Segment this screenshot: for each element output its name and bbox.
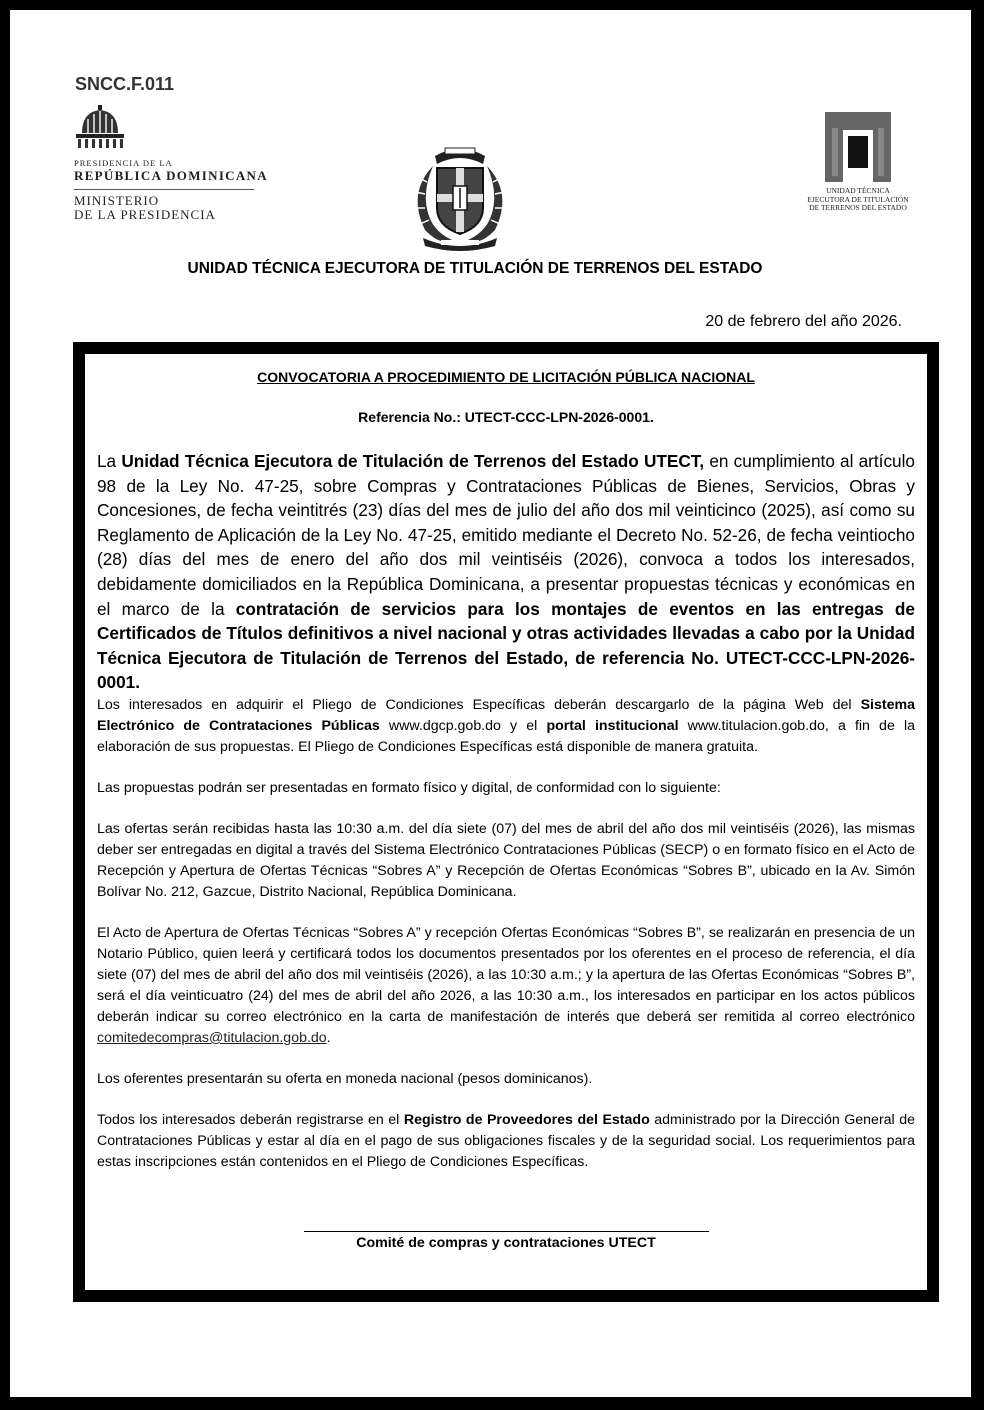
presidency-line2: REPÚBLICA DOMINICANA [74,168,268,183]
registry-paragraph [97,1110,915,1173]
pliego-text-1: Los interesados en adquirir el Pliego de Condiciones Específicas deberán descargarlo de la página Web del [97,696,861,713]
palace-dome-icon [74,105,126,149]
notice-title: CONVOCATORIA A PROCEDIMIENTO DE LICITACIÓN PÚBLICA NACIONAL [257,369,755,385]
intro-paragraph [97,449,915,695]
presidency-line1: PRESIDENCIA DE LA [74,158,173,168]
utect-line1: UNIDAD TÉCNICA [826,186,890,195]
intro-bold-1: Unidad Técnica Ejecutora de Titulación de Terrenos del Estado UTECT, [121,451,705,471]
ministry-line2: DE LA PRESIDENCIA [74,207,216,222]
document-page [10,10,971,1397]
pliego-bold-1: Sistema Electrónico de Contrataciones Públicas [97,696,915,734]
organization-title: UNIDAD TÉCNICA EJECUTORA DE TITULACIÓN DE TERRENOS DEL ESTADO [187,260,763,277]
pliego-text-3: www.titulacion.gob.do, a fin de la elaboración de sus propuestas. El Pliego de Condiciones Específicas está disponible de manera gratuita. [97,717,916,755]
intro-text-1: La [97,451,122,471]
pliego-bold-2: portal institucional [546,717,679,734]
opening-text-2: . [326,1029,331,1046]
registry-bold-1: Registro de Proveedores del Estado [403,1111,650,1128]
offers-paragraph: Las ofertas serán recibidas hasta las 10:30 a.m. del día siete (07) del mes de abril del año dos mil veintiséis (2026), las mismas deber ser entregadas en digital a través del Sistema Electrónico Contrataciones Públicas (SECP) o en formato físico en el Acto de Recepción y Apertura de Ofertas Técnicas “Sobres A” y Recepción de Ofertas Económicas “Sobres B”, ubicado en la Av. Simón Bolívar No. 212, Gazcue, Distrito Nacional, República Dominicana. [97,820,915,900]
divider [74,189,254,190]
opening-paragraph [97,923,915,1049]
opening-text-1: El Acto de Apertura de Ofertas Técnicas “Sobres A” y recepción Ofertas Económicas “Sobres B”, se realizarán en presencia de un Notario Público, quien leerá y certificará todos los documentos presentados por los oferentes en el proceso de referencia, el día siete (07) del mes de abril del año dos mil veintiséis (2026), a las 10:30 a.m.; y la apertura de las Ofertas Económicas “Sobres B”, será el día veinticuatro (24) del mes de abril del año 2026, a las 10:30 a.m., los interesados en participar en los actos públicos deberán indicar su correo electrónico en la carta de manifestación de interés que deberá ser remitida al correo electrónico [97,924,915,1025]
notice-body [97,354,915,1251]
utect-logo [788,110,928,213]
email-link[interactable]: comitedecompras@titulacion.gob.do [97,1029,327,1046]
registry-text-1: Todos los interesados deberán registrarse en el [97,1111,404,1128]
pliego-paragraph [97,695,915,758]
format-paragraph: Las propuestas podrán ser presentadas en formato físico y digital, de conformidad con lo siguiente: [97,779,721,796]
utect-line3: DE TERRENOS DEL ESTADO [809,203,907,212]
ministry-line1: MINISTERIO [74,193,160,208]
signature-block [97,1231,915,1251]
pliego-text-2: www.dgcp.gob.do y el [379,717,547,734]
form-code: SNCC.F.011 [75,74,175,94]
currency-paragraph: Los oferentes presentarán su oferta en moneda nacional (pesos dominicanos). [97,1070,593,1087]
intro-text-2: en cumplimiento al artículo 98 de la Ley No. 47-25, sobre Compras y Contrataciones Públicas de Bienes, Servicios, Obras y Concesiones, de fecha veintitrés (23) días del mes de julio del año dos mil veinticinco (2025), así como su Reglamento de Aplicación de la Ley No. 47-25, emitido mediante el Decreto No. 52-26, de fecha veintiocho (28) días del mes de enero del año dos mil veintiséis (2026), convoca a todos los interesados, debidamente domiciliados en la República Dominicana, a presentar propuestas técnicas y económicas en el marco de la [97,451,915,619]
utect-line2: EJECUTORA DE TITULACIÓN [807,194,909,204]
registry-text-2: administrado por la Dirección General de Contrataciones Públicas y estar al día en el pago de sus obligaciones fiscales y de la seguridad social. Los requerimientos para estas inscripciones están contenidos en el Pliego de Condiciones Específicas. [97,1111,916,1170]
presidency-logo [74,105,284,222]
reference-number: Referencia No.: UTECT-CCC-LPN-2026-0001. [358,409,654,425]
intro-bold-2: contratación de servicios para los montajes de eventos en las entregas de Certificados de Títulos definitivos a nivel nacional y otras actividades llevadas a cabo por la Unidad Técnica Ejecutora de Titulación de Terrenos del Estado, de referencia No. UTECT-CCC-LPN-2026-0001. [97,598,915,693]
coat-of-arms-icon [395,138,525,253]
signature-text: Comité de compras y contrataciones UTECT [356,1234,656,1251]
utect-emblem-icon [823,110,893,182]
document-date: 20 de febrero del año 2026. [705,313,902,330]
signature-line [304,1231,709,1232]
notice-frame [73,342,939,1302]
